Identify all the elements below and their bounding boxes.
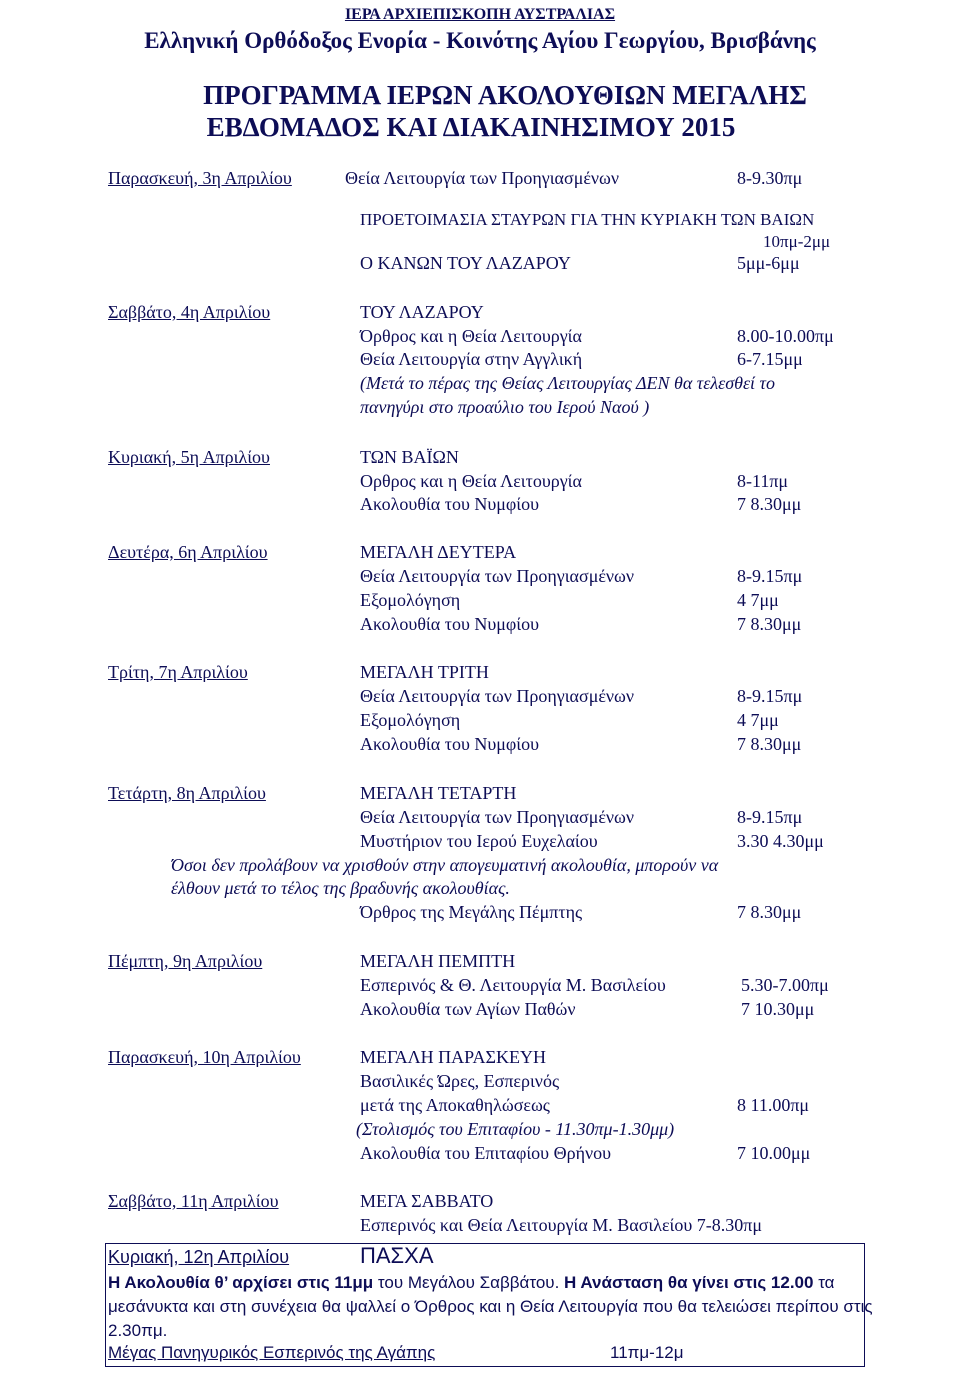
service-time: 7 8.30μμ bbox=[737, 902, 802, 922]
program-title-line1: ΠΡΟΓΡΑΜΜΑ ΙΕΡΩΝ ΑΚΟΛΟΥΘΙΩΝ ΜΕΓΑΛΗΣ bbox=[203, 80, 807, 110]
service-name: μετά της Αποκαθηλώσεως bbox=[360, 1095, 550, 1115]
service-name: Μυστήριον του Ιερού Ευχελαίου bbox=[360, 831, 598, 851]
day-label: Δευτέρα, 6η Απριλίου bbox=[108, 542, 268, 562]
pascha-resurrection-time: 12.00 bbox=[770, 1273, 814, 1292]
service-time: 4 7μμ bbox=[737, 710, 779, 730]
agape-vespers: Μέγας Πανηγυρικός Εσπερινός της Αγάπης bbox=[108, 1343, 436, 1362]
service-name: Ακολουθία του Νυμφίου bbox=[360, 614, 540, 634]
event-heading: ΠΡΟΕΤΟΙΜΑΣΙΑ ΣΤΑΥΡΩΝ ΓΙΑ ΤΗΝ ΚΥΡΙΑΚΗ ΤΩΝ ΒΑΙΩΝ bbox=[360, 210, 815, 229]
event-heading: ΜΕΓΑΛΗ ΠΑΡΑΣΚΕΥΗ bbox=[360, 1047, 547, 1067]
service-time: 7 8.30μμ bbox=[737, 494, 802, 514]
pascha-liturgy-note: τα μεσάνυκτα και στη συνέχεια θα ψαλλεί ο Όρθρος και η Θεία Λειτουργία που θα τελειώσει περίπου στις 2.30πμ. bbox=[108, 1273, 873, 1340]
day-label: Τρίτη, 7η Απριλίου bbox=[108, 662, 248, 682]
service-name: Βασιλικές Ώρες, Εσπερινός bbox=[360, 1071, 560, 1091]
service-note: (Στολισμός του Επιταφίου - 11.30πμ-1.30μμ) bbox=[356, 1119, 675, 1139]
service-time: 6-7.15μμ bbox=[737, 349, 803, 369]
event-heading: ΜΕΓΑΛΗ ΤΕΤΑΡΤΗ bbox=[360, 783, 517, 803]
service-name: Θεία Λειτουργία των Προηγιασμένων bbox=[345, 168, 620, 188]
service-time: 4 7μμ bbox=[737, 590, 779, 610]
day-label: Πέμπτη, 9η Απριλίου bbox=[108, 951, 263, 971]
program-title-line2: ΕΒΔΟΜΑΔΟΣ ΚΑΙ ΔΙΑΚΑΙΝΗΣΙΜΟΥ 2015 bbox=[206, 112, 736, 142]
parish-title: Ελληνική Ορθόδοξος Ενορία - Κοινότης Αγίου Γεωργίου, Βρισβάνης bbox=[144, 28, 816, 53]
service-name: Ακολουθία του Νυμφίου bbox=[360, 494, 540, 514]
event-heading: ΤΟΥ ΛΑΖΑΡΟΥ bbox=[360, 302, 484, 322]
service-name: Ο ΚΑΝΩΝ ΤΟΥ ΛΑΖΑΡΟΥ bbox=[360, 253, 571, 273]
service-name: Θεία Λειτουργία των Προηγιασμένων bbox=[360, 566, 635, 586]
service-time: 7 8.30μμ bbox=[737, 734, 802, 754]
event-heading: ΜΕΓΑ ΣΑΒΒΑΤΟ bbox=[360, 1191, 494, 1211]
service-name: Εξομολόγηση bbox=[360, 710, 461, 730]
service-name: Εσπερινός & Θ. Λειτουργία Μ. Βασιλείου bbox=[360, 975, 666, 995]
service-name: Ορθρος και η Θεία Λειτουργία bbox=[360, 471, 582, 491]
day-label: Σαββάτο, 4η Απριλίου bbox=[108, 302, 271, 322]
day-label: Κυριακή, 5η Απριλίου bbox=[108, 447, 270, 467]
service-time: 8-9.15πμ bbox=[737, 807, 803, 827]
service-name: Θεία Λειτουργία των Προηγιασμένων bbox=[360, 686, 635, 706]
service-name: Θεία Λειτουργία των Προηγιασμένων bbox=[360, 807, 635, 827]
day-label: Παρασκευή, 3η Απριλίου bbox=[108, 168, 292, 188]
service-name: Εσπερινός και Θεία Λειτουργία Μ. Βασιλείου 7-8.30πμ bbox=[360, 1215, 763, 1235]
day-label: Παρασκευή, 10η Απριλίου bbox=[108, 1047, 301, 1067]
pascha-resurrection-note: Η Ανάσταση θα γίνει στις bbox=[564, 1273, 767, 1292]
service-name: Ακολουθία του Επιταφίου Θρήνου bbox=[360, 1143, 612, 1163]
service-time: 5μμ-6μμ bbox=[737, 253, 800, 273]
service-note: πανηγύρι στο προαύλιο του Ιερού Ναού ) bbox=[360, 397, 650, 417]
service-time: 3.30 4.30μμ bbox=[737, 831, 824, 851]
service-time: 8-9.15πμ bbox=[737, 566, 803, 586]
event-heading: ΜΕΓΑΛΗ ΤΡΙΤΗ bbox=[360, 662, 489, 682]
service-name: Ακολουθία του Νυμφίου bbox=[360, 734, 540, 754]
archdiocese-title: ΙΕΡΑ ΑΡΧΙΕΠΙΣΚΟΠΗ ΑΥΣΤΡΑΛΙΑΣ bbox=[344, 6, 616, 23]
event-heading: ΜΕΓΑΛΗ ΠΕΜΠΤΗ bbox=[360, 951, 516, 971]
event-heading: ΜΕΓΑΛΗ ΔΕΥΤΕΡΑ bbox=[360, 542, 517, 562]
service-name: Όρθρος της Μεγάλης Πέμπτης bbox=[360, 902, 583, 922]
pascha-paragraph bbox=[108, 1271, 878, 1343]
service-time: 8-11πμ bbox=[737, 471, 789, 491]
service-note: Όσοι δεν προλάβουν να χρισθούν στην απογευματινή ακολουθία, μπορούν να bbox=[171, 855, 719, 875]
service-name: Θεία Λειτουργία στην Αγγλική bbox=[360, 349, 583, 369]
service-time: 7 8.30μμ bbox=[737, 614, 802, 634]
day-label: Σαββάτο, 11η Απριλίου bbox=[108, 1191, 279, 1211]
service-name: Όρθρος και η Θεία Λειτουργία bbox=[360, 326, 582, 346]
service-time: 10πμ-2μμ bbox=[763, 232, 831, 251]
pascha-start-time: Η Ακολουθία θ’ αρχίσει στις 11μμ bbox=[108, 1273, 374, 1292]
day-label: Κυριακή, 12η Απριλίου bbox=[108, 1247, 290, 1267]
service-name: Εξομολόγηση bbox=[360, 590, 461, 610]
service-time: 8-9.30πμ bbox=[737, 168, 803, 188]
pascha-start-context: του Μεγάλου Σαββάτου. bbox=[377, 1273, 560, 1292]
day-label: Τετάρτη, 8η Απριλίου bbox=[108, 783, 266, 803]
event-heading: ΤΩΝ ΒΑΪΩΝ bbox=[360, 447, 459, 467]
service-note: έλθουν μετά το τέλος της βραδυνής ακολουθίας. bbox=[171, 878, 510, 898]
pascha-heading: ΠΑΣΧΑ bbox=[360, 1243, 434, 1268]
service-note: (Μετά το πέρας της Θείας Λειτουργίας ΔΕΝ θα τελεσθεί το bbox=[360, 373, 775, 393]
agape-time: 11πμ-12μ bbox=[610, 1343, 684, 1362]
service-time: 5.30-7.00πμ bbox=[741, 975, 829, 995]
service-name: Ακολουθία των Αγίων Παθών bbox=[360, 999, 576, 1019]
service-time: 8.00-10.00πμ bbox=[737, 326, 834, 346]
service-time: 7 10.30μμ bbox=[741, 999, 815, 1019]
service-time: 7 10.00μμ bbox=[737, 1143, 811, 1163]
service-time: 8 11.00πμ bbox=[737, 1095, 810, 1115]
service-time: 8-9.15πμ bbox=[737, 686, 803, 706]
